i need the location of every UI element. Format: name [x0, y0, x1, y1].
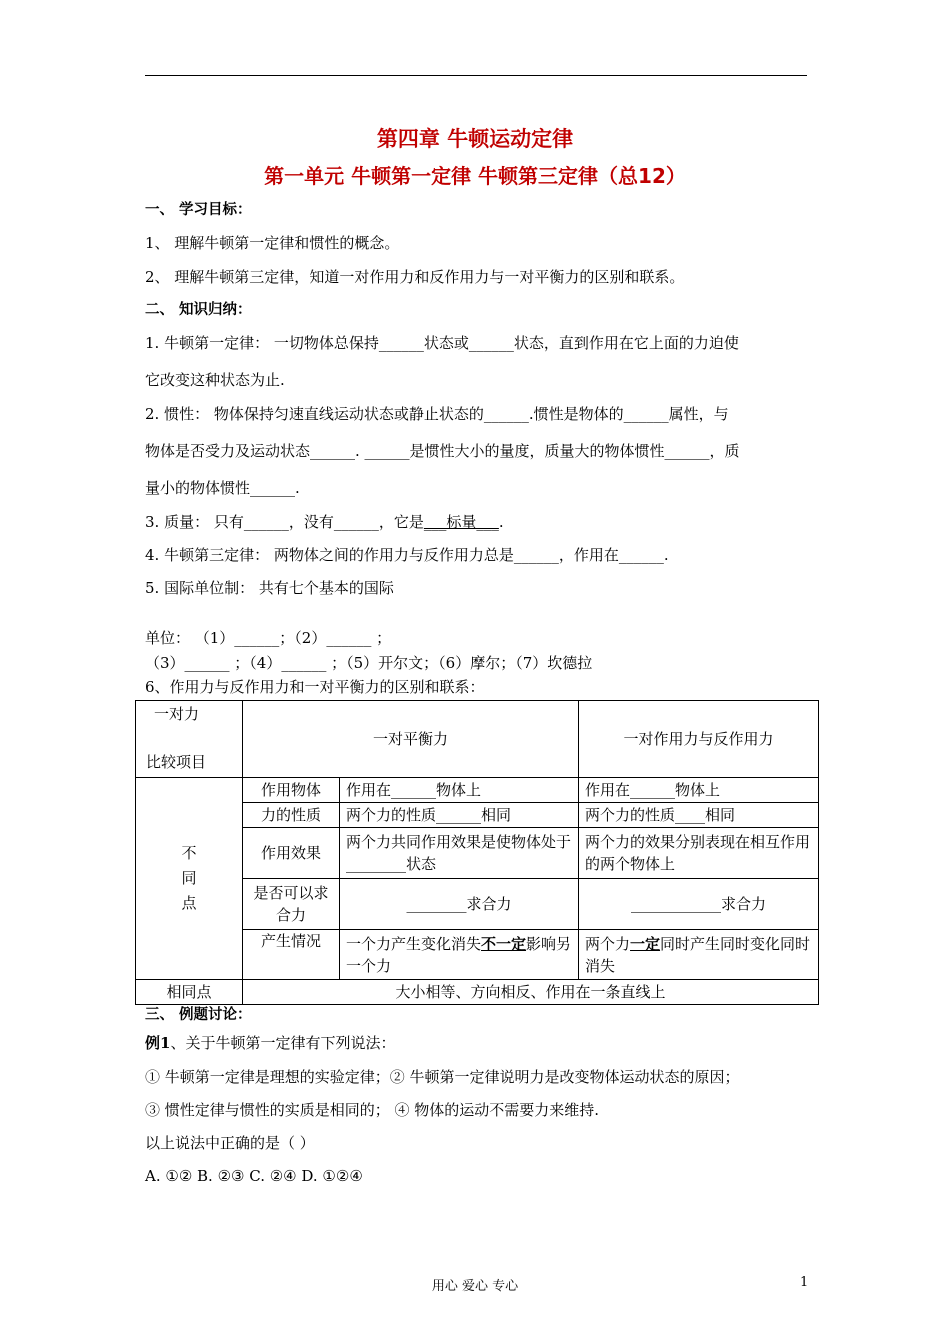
knowledge-line-5: 量小的物体惯性______. — [145, 479, 300, 497]
row-action — [579, 930, 819, 980]
action-text-b: 同时产生同时变化同时消失 — [585, 934, 811, 975]
mass-text: 3. 质量： 只有______，没有______，它是 — [145, 513, 424, 531]
section2-heading: 二、 知识归纳： — [145, 302, 252, 318]
row-item: 力的性质 — [243, 803, 340, 828]
mass-end: . — [498, 513, 504, 531]
page-number: 1 — [800, 1275, 809, 1290]
goal-2: 2、 理解牛顿第三定律，知道一对作用力和反作用力与一对平衡力的区别和联系。 — [145, 268, 685, 286]
corner-bottom: 比较项目 — [146, 753, 207, 771]
row-balance: 两个力的性质______相同 — [340, 803, 579, 828]
same-text: 大小相等、方向相反、作用在一条直线上 — [243, 980, 819, 1005]
diff-group-label: 不 同 点 — [136, 778, 243, 980]
knowledge-line-7: 4. 牛顿第三定律： 两物体之间的作用力与反作用力总是______，作用在______. — [145, 546, 669, 564]
action-emphasis: 一定 — [630, 934, 661, 953]
row-balance — [340, 930, 579, 980]
knowledge-line-3: 2. 惯性： 物体保持匀速直线运动状态或静止状态的______.惯性是物体的______属性，与 — [145, 405, 729, 423]
row-item: 产生情况 — [243, 930, 340, 980]
row-action: ____________求合力 — [579, 879, 819, 930]
example-1 — [145, 1033, 395, 1053]
question: 以上说法中正确的是（ ） — [145, 1134, 315, 1152]
answer-options: A. ①② B. ②③ C. ②④ D. ①②④ — [145, 1167, 363, 1185]
row-action: 作用在______物体上 — [579, 778, 819, 803]
footer-text: 用心 爱心 专心 — [431, 1279, 519, 1294]
header-rule — [145, 75, 807, 76]
knowledge-line-9: 单位： （1）______；（2）______ ； — [145, 629, 392, 647]
row-action: 两个力的效果分别表现在相互作用的两个物体上 — [579, 828, 819, 879]
row-action: 两个力的性质____相同 — [579, 803, 819, 828]
statements-1: ① 牛顿第一定律是理想的实验定律；② 牛顿第一定律说明力是改变物体运动状态的原因； — [145, 1068, 740, 1086]
balance-text-b: 影响另一个力 — [346, 934, 572, 975]
section3-heading: 三、 例题讨论： — [145, 1007, 252, 1023]
unit-title: 第一单元 牛顿第一定律 牛顿第三定律（总12） — [264, 164, 686, 188]
row-balance: 作用在______物体上 — [340, 778, 579, 803]
comparison-table — [135, 700, 819, 1005]
knowledge-line-11: 6、作用力与反作用力和一对平衡力的区别和联系： — [145, 678, 485, 696]
balance-text-a: 一个力产生变化消失 — [346, 934, 482, 953]
balance-emphasis: 不一定 — [481, 934, 527, 953]
same-label: 相同点 — [136, 980, 243, 1005]
example-text: 、关于牛顿第一定律有下列说法： — [170, 1034, 396, 1052]
row-item: 作用效果 — [243, 828, 340, 879]
table-corner — [136, 701, 243, 778]
knowledge-line-10: （3）______ ；（4）______ ；（5）开尔文；（6）摩尔；（7）坎德拉 — [145, 654, 593, 672]
knowledge-line-6 — [145, 512, 504, 532]
example-label: 例1 — [145, 1034, 171, 1052]
row-item: 是否可以求合力 — [243, 879, 340, 930]
row-balance: ________求合力 — [340, 879, 579, 930]
row-item: 作用物体 — [243, 778, 340, 803]
knowledge-line-2: 它改变这种状态为止. — [145, 371, 285, 389]
knowledge-line-8: 5. 国际单位制： 共有七个基本的国际 — [145, 579, 394, 597]
action-text-a: 两个力 — [585, 934, 631, 953]
col-header-balance: 一对平衡力 — [243, 701, 579, 778]
row-balance: 两个力共同作用效果是使物体处于________状态 — [340, 828, 579, 879]
knowledge-line-4: 物体是否受力及运动状态______. ______是惯性大小的量度，质量大的物体惯性______，质 — [145, 442, 740, 460]
knowledge-line-1: 1. 牛顿第一定律： 一切物体总保持______状态或______状态，直到作用在它上面的力迫使 — [145, 334, 739, 352]
corner-top: 一对力 — [154, 705, 200, 723]
goal-1: 1、 理解牛顿第一定律和惯性的概念。 — [145, 234, 400, 252]
chapter-title: 第四章 牛顿运动定律 — [376, 127, 574, 151]
col-header-action: 一对作用力与反作用力 — [579, 701, 819, 778]
mass-answer: ___标量___ — [423, 513, 499, 531]
statements-2: ③ 惯性定律与惯性的实质是相同的； ④ 物体的运动不需要力来维持. — [145, 1101, 600, 1119]
section1-heading: 一、 学习目标： — [145, 202, 252, 218]
